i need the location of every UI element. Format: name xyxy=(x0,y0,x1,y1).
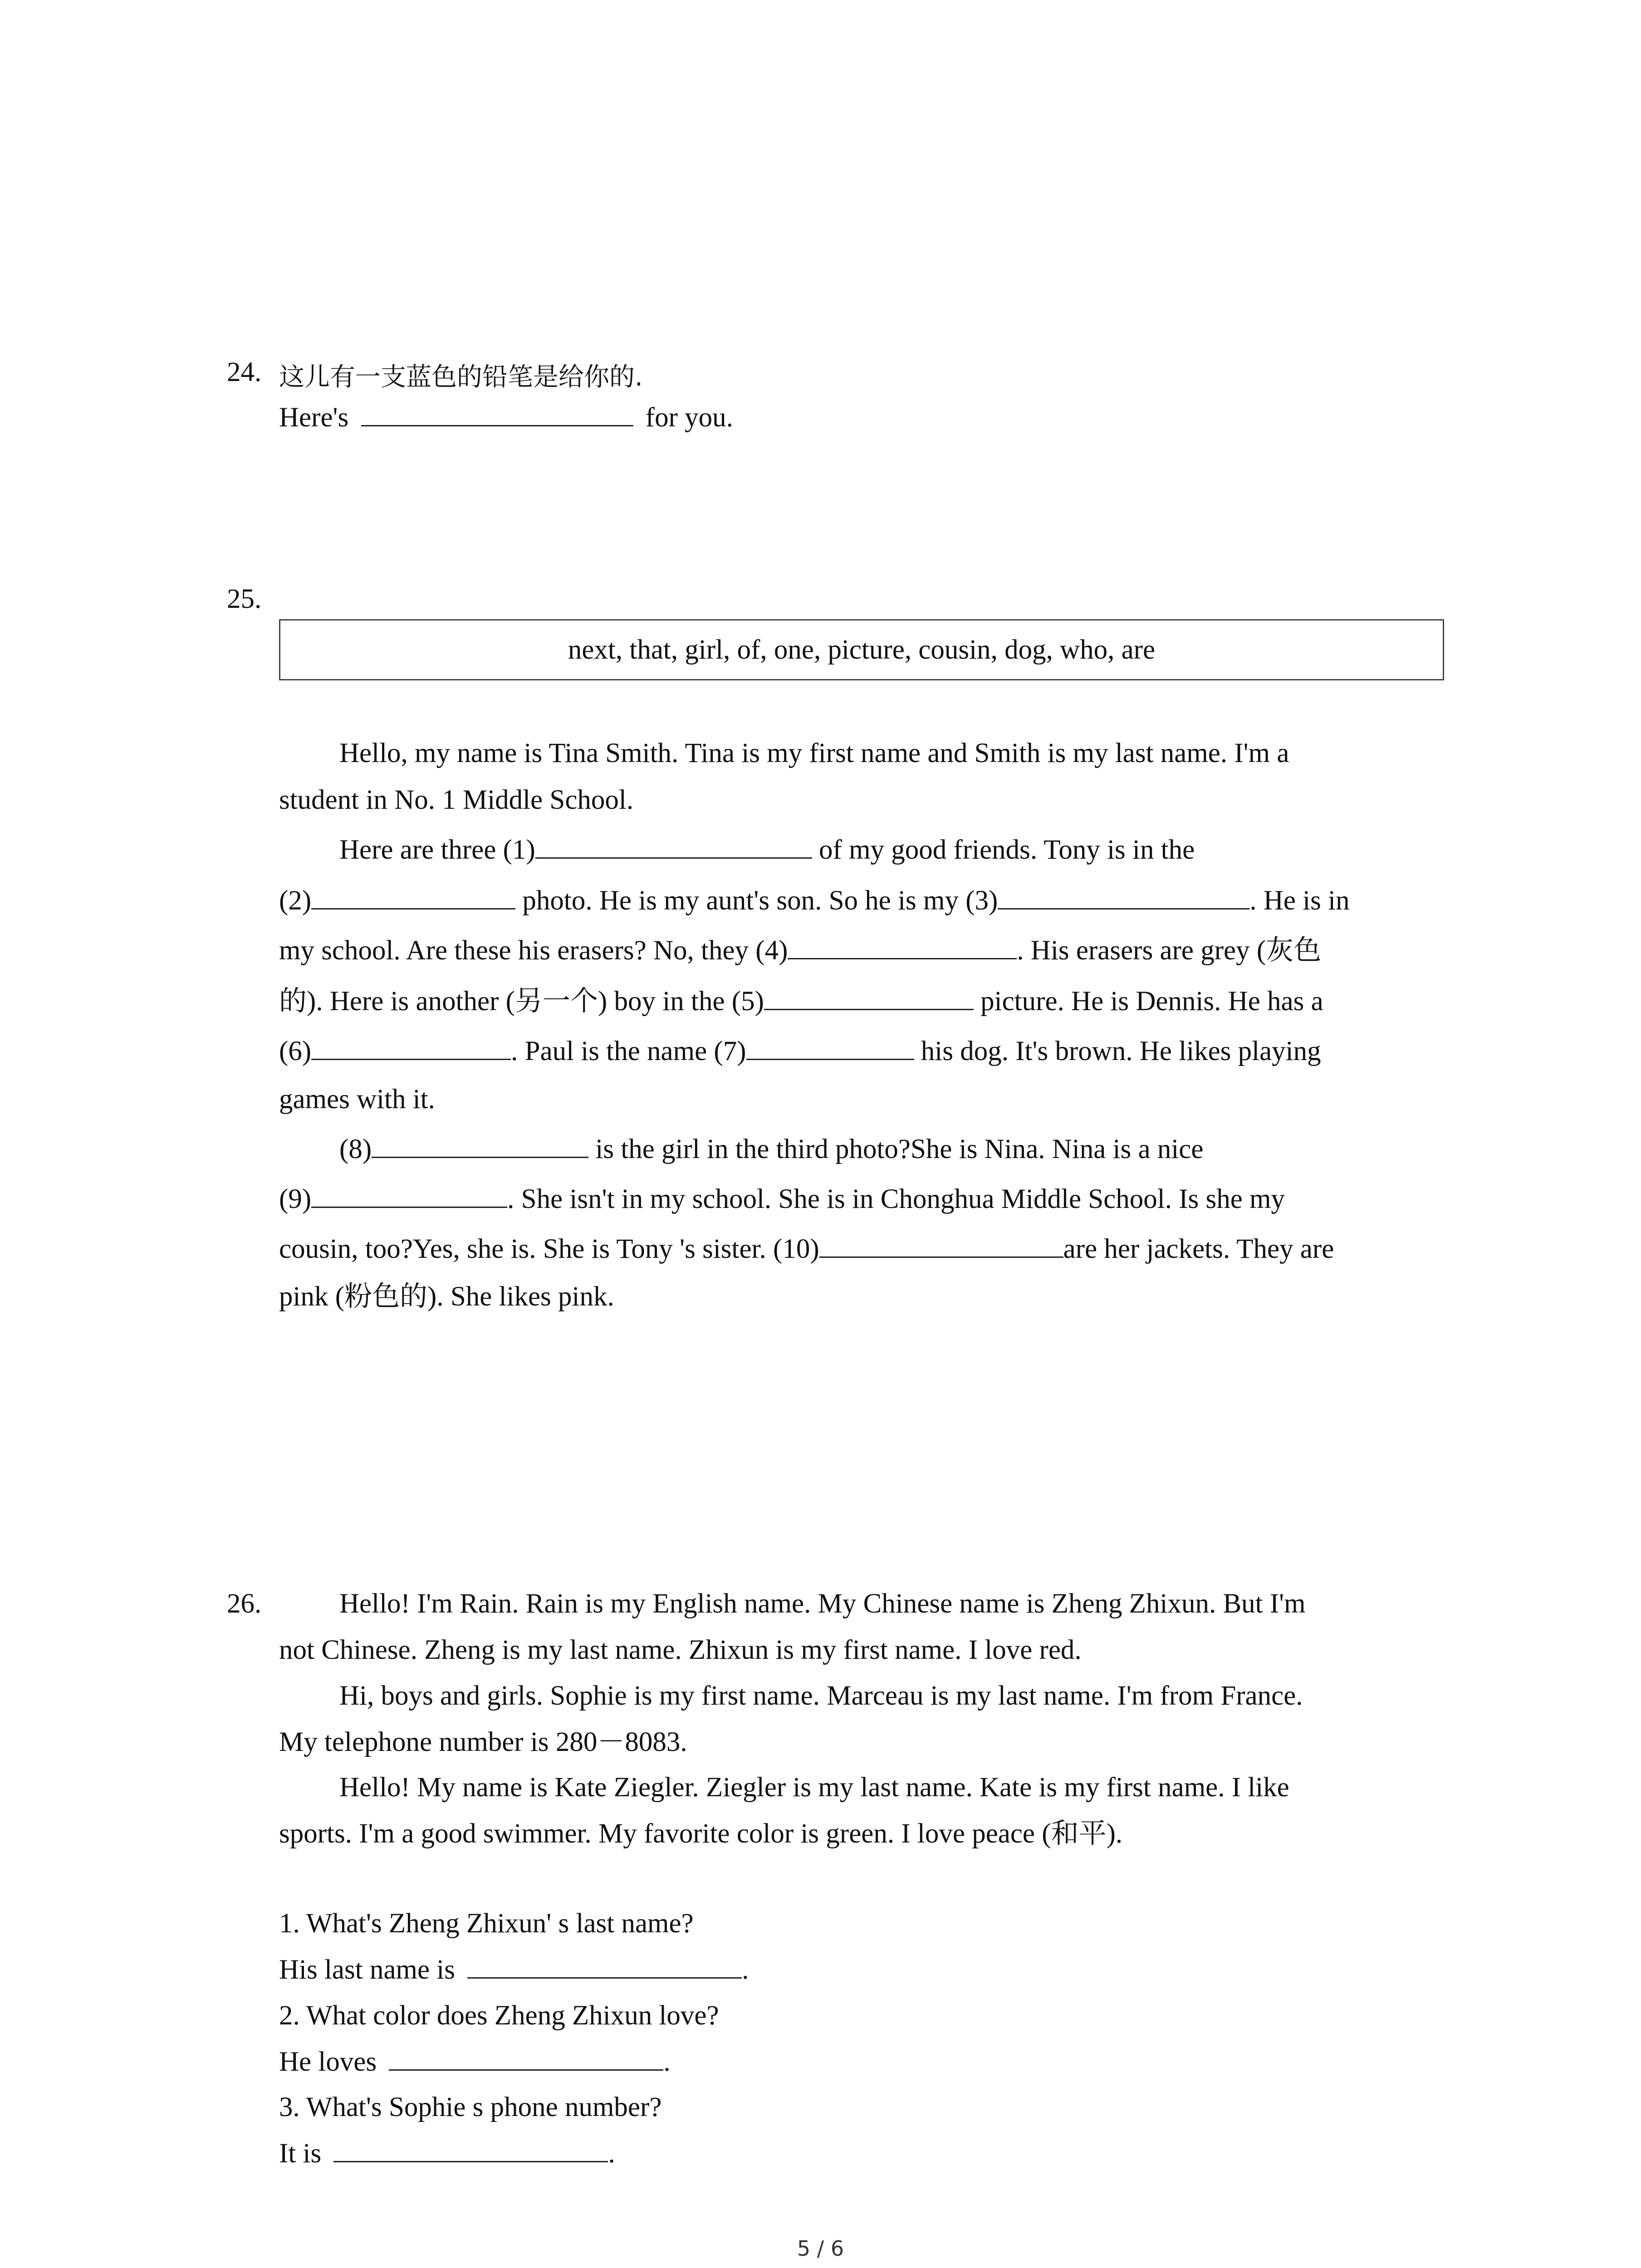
q25-line: (2) photo. He is my aunt's son. So he is my (3) . He is in xyxy=(279,885,1350,916)
answer-blank-q1[interactable] xyxy=(467,1977,742,1979)
q25-line: (8) is the girl in the third photo?She is Nina. Nina is a nice xyxy=(339,1134,1204,1164)
q25-line: games with it. xyxy=(279,1084,435,1114)
q24-number: 24. xyxy=(227,357,262,387)
question-3: 3. What's Sophie s phone number? xyxy=(279,2092,662,2122)
answer-blank-4[interactable] xyxy=(788,958,1017,959)
q26-line: Hello! My name is Kate Ziegler. Ziegler is my last name. Kate is my first name. I like xyxy=(339,1772,1289,1803)
answer-line-2: He loves . xyxy=(279,2047,671,2077)
answer-blank-8[interactable] xyxy=(372,1156,588,1158)
q24-answer-before: Here's xyxy=(279,402,349,433)
q26-line: sports. I'm a good swimmer. My favorite color is green. I love peace (和平). xyxy=(279,1818,1123,1849)
answer-blank-6[interactable] xyxy=(311,1058,511,1060)
answer-blank-q2[interactable] xyxy=(389,2069,663,2071)
answer-blank-9[interactable] xyxy=(311,1206,507,1208)
q25-line: Hello, my name is Tina Smith. Tina is my first name and Smith is my last name. I'm a xyxy=(339,738,1289,768)
q25-word-bank-text: next, that, girl, of, one, picture, cousin, dog, who, are xyxy=(568,634,1156,665)
q25-number: 25. xyxy=(227,584,262,614)
q25-line: Here are three (1) of my good friends. Tony is in the xyxy=(339,835,1195,865)
page-number: 5 / 6 xyxy=(797,2236,844,2261)
answer-blank-7[interactable] xyxy=(746,1058,914,1060)
q26-line: not Chinese. Zheng is my last name. Zhixun is my first name. I love red. xyxy=(279,1635,1082,1665)
answer-blank-q3[interactable] xyxy=(333,2160,608,2162)
q25-line: my school. Are these his erasers? No, they (4) . His erasers are grey (灰色 xyxy=(279,935,1322,966)
q25-line: 的). Here is another (另一个) boy in the (5) picture. He is Dennis. He has a xyxy=(279,986,1323,1017)
q25-line: student in No. 1 Middle School. xyxy=(279,785,634,815)
q25-passage xyxy=(279,739,1459,1338)
q25-line: (6) . Paul is the name (7) his dog. It's brown. He likes playing xyxy=(279,1036,1321,1066)
answer-blank-5[interactable] xyxy=(764,1008,974,1010)
q26-passage xyxy=(279,1590,1459,1862)
answer-blank-1[interactable] xyxy=(535,857,812,859)
q25-word-bank xyxy=(279,619,1444,680)
q26-questions xyxy=(279,1910,1186,2200)
answer-line-1: His last name is . xyxy=(279,1955,749,1985)
q26-line: Hi, boys and girls. Sophie is my first name. Marceau is my last name. I'm from France. xyxy=(339,1681,1303,1711)
answer-blank-3[interactable] xyxy=(998,908,1249,909)
answer-line-3: It is . xyxy=(279,2138,615,2169)
question-2: 2. What color does Zheng Zhixun love? xyxy=(279,2000,719,2031)
q26-number: 26. xyxy=(227,1589,262,1619)
q26-line: My telephone number is 280－8083. xyxy=(279,1727,687,1757)
q24-prompt: 这儿有一支蓝色的铅笔是给你的. xyxy=(279,362,643,392)
q24-answer-blank[interactable] xyxy=(361,425,633,426)
answer-blank-10[interactable] xyxy=(819,1256,1063,1258)
q25-line: pink (粉色的). She likes pink. xyxy=(279,1281,614,1312)
answer-blank-2[interactable] xyxy=(311,908,515,909)
q25-line: cousin, too?Yes, she is. She is Tony 's sister. (10) are her jackets. They are xyxy=(279,1234,1334,1264)
q24-answer-line xyxy=(279,404,733,431)
question-1: 1. What's Zheng Zhixun' s last name? xyxy=(279,1908,694,1939)
q26-line: Hello! I'm Rain. Rain is my English name. My Chinese name is Zheng Zhixun. But I'm xyxy=(339,1589,1306,1619)
q24-answer-after: for you. xyxy=(645,402,733,433)
q25-line: (9) . She isn't in my school. She is in Chonghua Middle School. Is she my xyxy=(279,1184,1285,1214)
